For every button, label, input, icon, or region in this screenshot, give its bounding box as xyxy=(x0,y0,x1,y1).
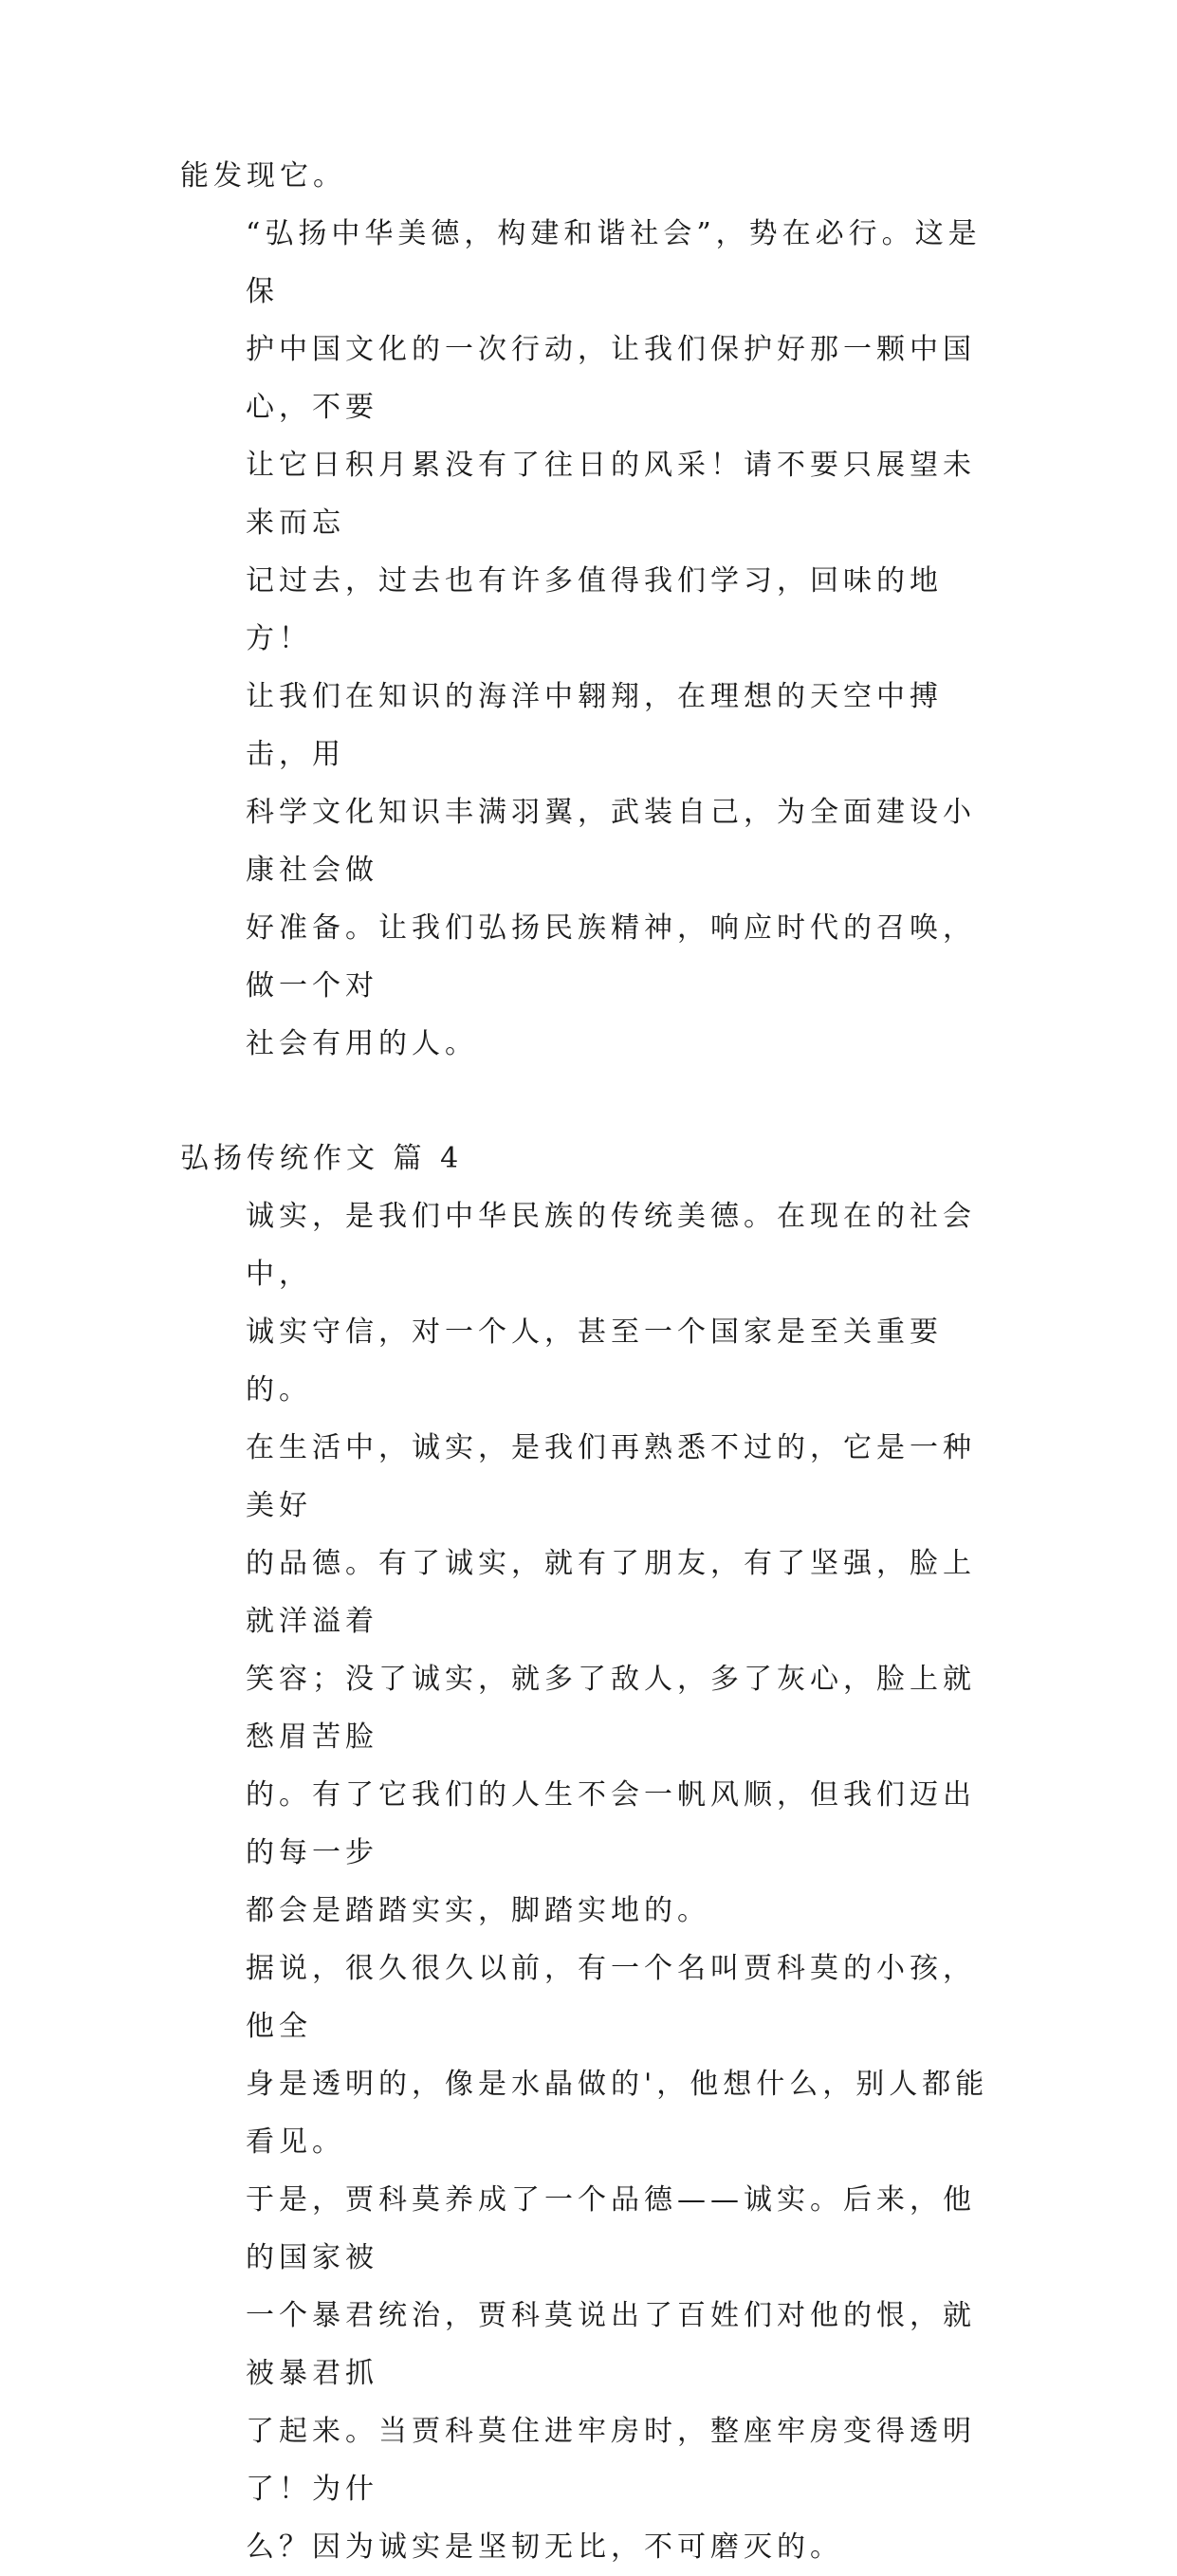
document-body xyxy=(180,147,998,2576)
paragraph: 让我们在知识的海洋中翱翔，在理想的天空中搏击，用 科学文化知识丰满羽翼，武装自己，为全面建设小康社会做 好准备。让我们弘扬民族精神，响应时代的召唤，做一个对 社会有用的人。 xyxy=(246,680,976,1060)
paragraph: 在生活中，诚实，是我们再熟悉不过的，它是一种美好 的品德。有了诚实，就有了朋友，有了坚强，脸上就洋溢着 笑容；没了诚实，就多了敌人，多了灰心，脸上就愁眉苦脸 的。有了它我们的人生不会一帆风顺，但我们迈出的每一步 都会是踏踏实实，脚踏实地的。 xyxy=(246,1431,976,1927)
paragraph-continued: 能发现它。 xyxy=(180,159,346,193)
paragraph: 据说，很久很久以前，有一个名叫贾科莫的小孩，他全 身是透明的，像是水晶做的'，他想什么，别人都能看见。 于是，贾科莫养成了一个品德——诚实。后来，他的国家被 一个暴君统治，贾科莫说出了百姓们对他的恨，就被暴君抓 了起来。当贾科莫住进牢房时，整座牢房变得透明了！为什 么？因为诚实是坚韧无比，不可磨灭的。 xyxy=(246,1952,989,2564)
paragraph: “弘扬中华美德，构建和谐社会”，势在必行。这是保 护中国文化的一次行动，让我们保护好那一颗中国心，不要 让它日积月累没有了往日的风采！请不要只展望未来而忘 记过去，过去也有许多值得我们学习，回味的地方！ xyxy=(246,217,982,655)
section-title: 弘扬传统作文 篇 4 xyxy=(180,1142,464,1175)
paragraph: 诚实，是我们中华民族的传统美德。在现在的社会中， 诚实守信，对一个人，甚至一个国家是至关重要的。 xyxy=(246,1200,976,1407)
